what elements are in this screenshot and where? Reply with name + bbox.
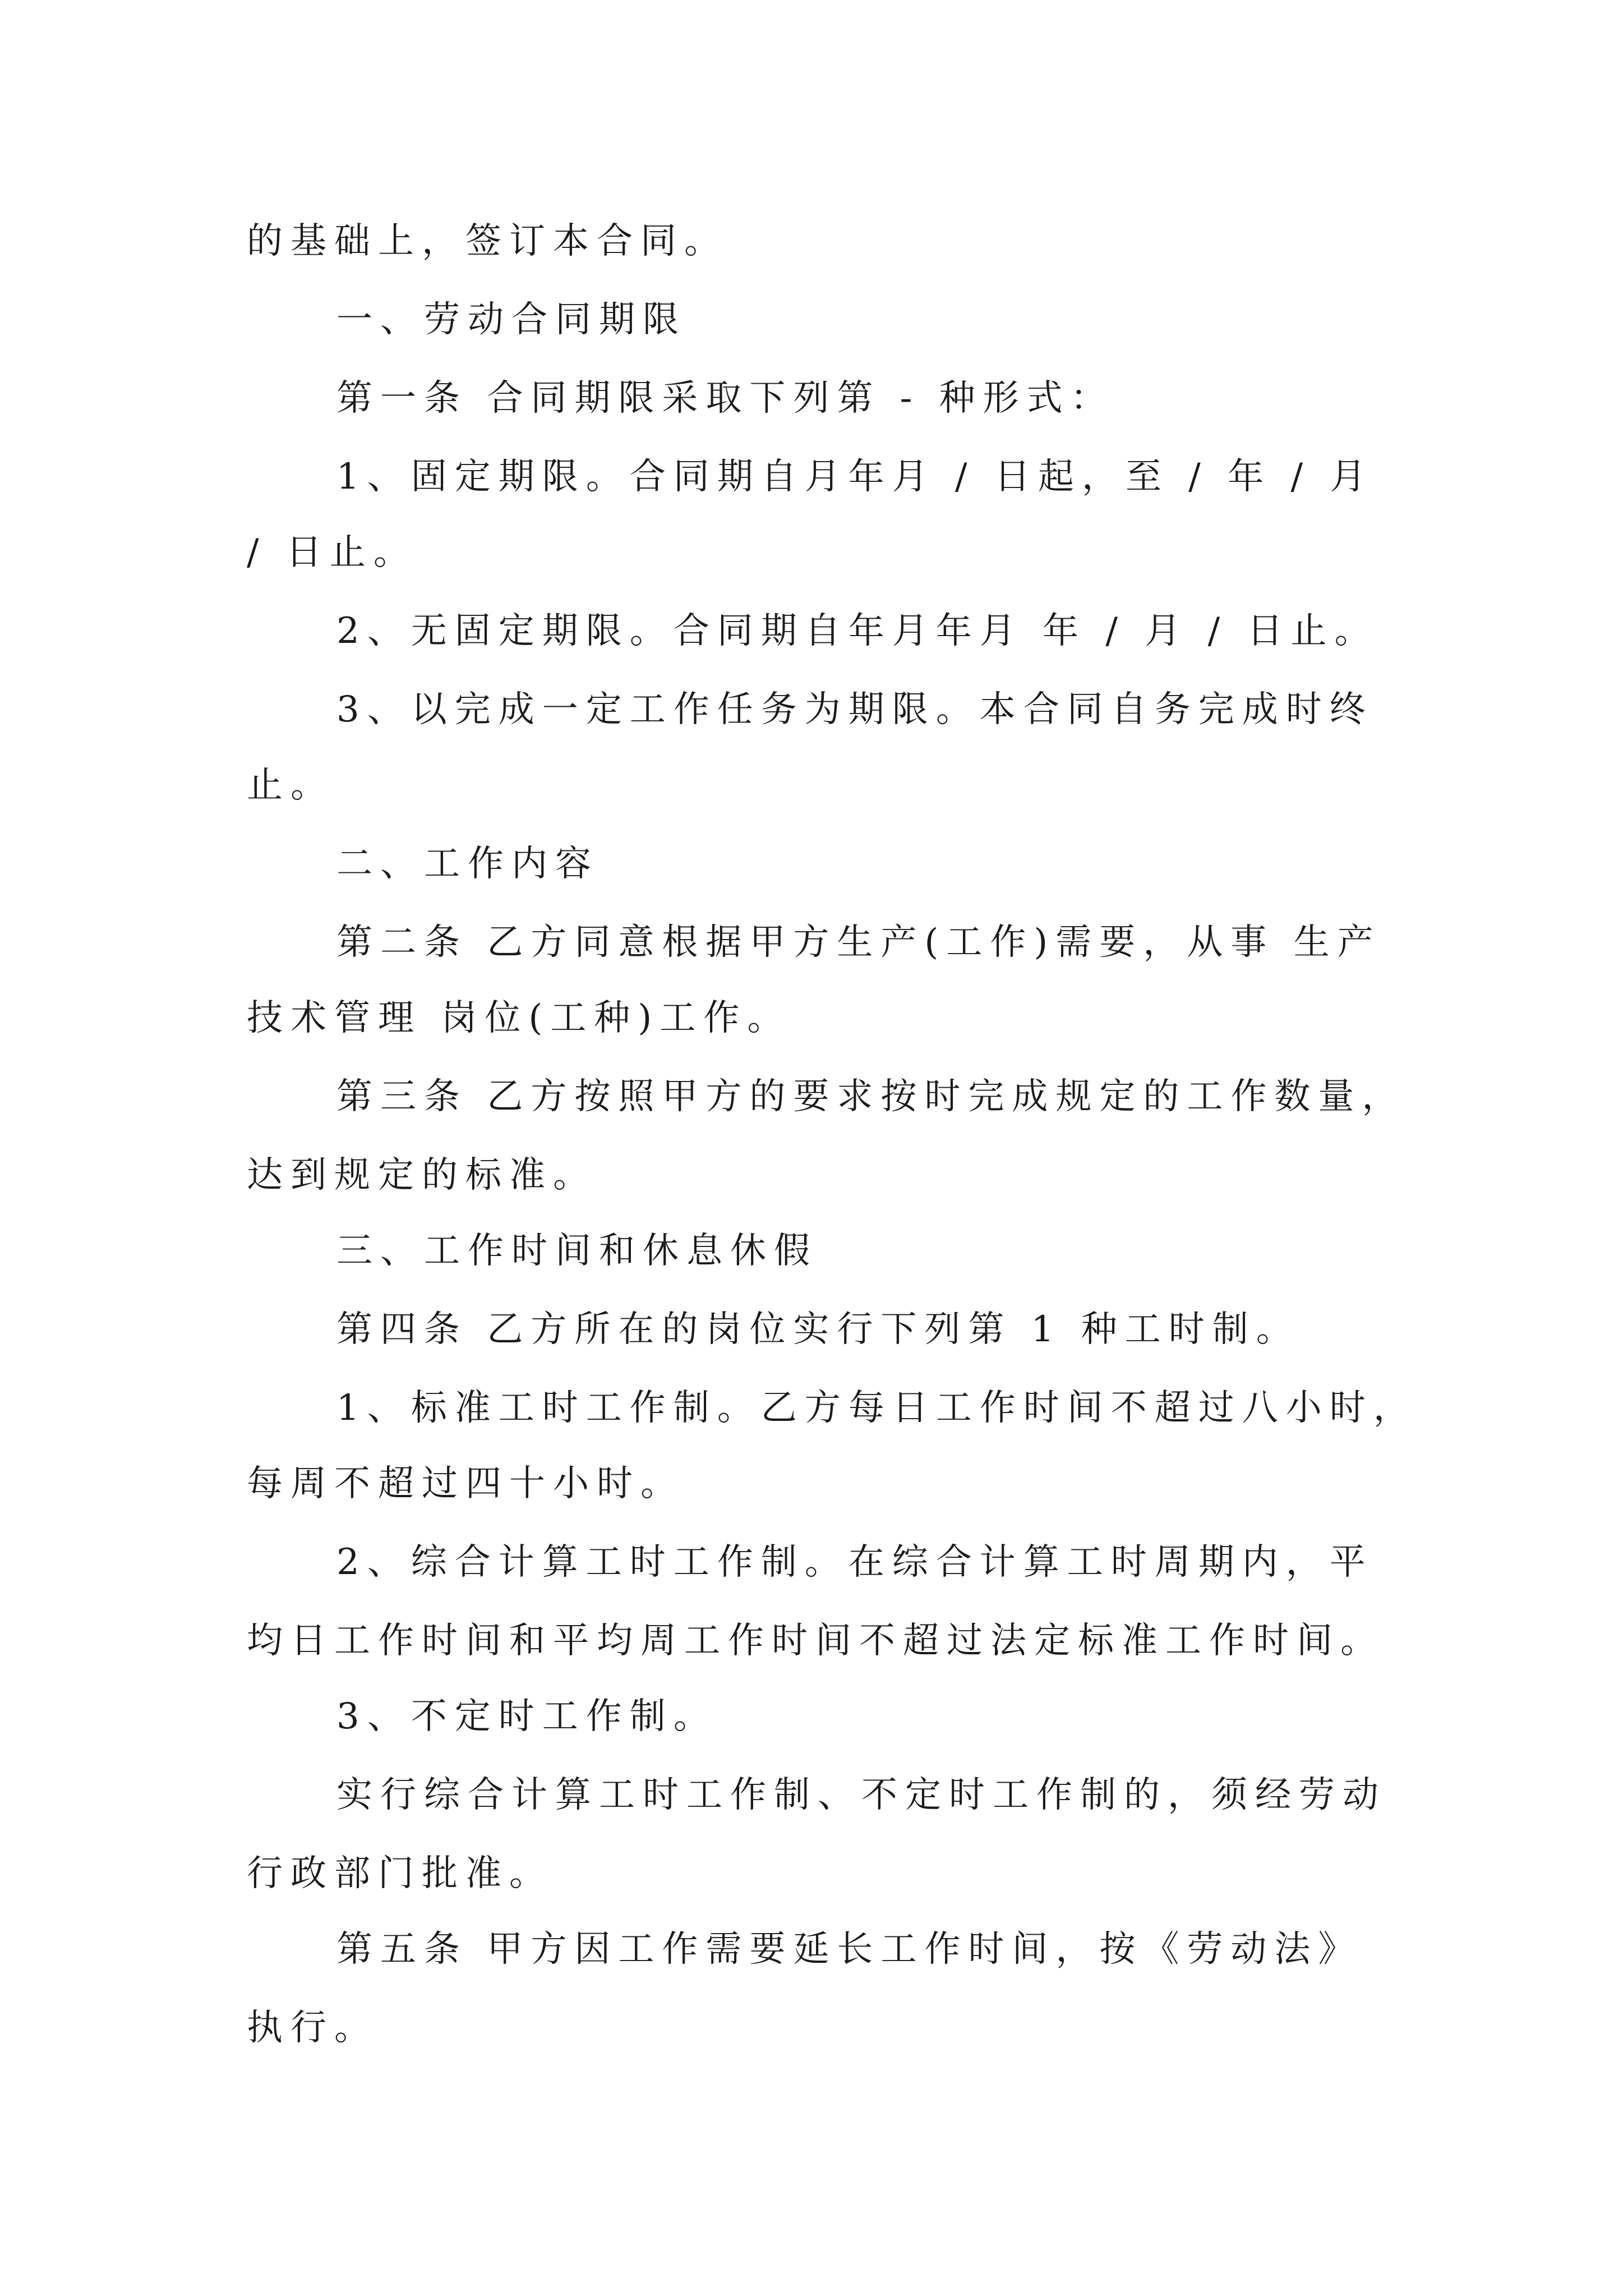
paragraph-line: 均日工作时间和平均周工作时间不超过法定标准工作时间。 <box>247 1620 1384 1662</box>
section-heading: 一、劳动合同期限 <box>336 299 686 341</box>
paragraph-line: 技术管理 岗位(工种)工作。 <box>247 997 791 1039</box>
paragraph-line: 实行综合计算工时工作制、不定时工作制的，须经劳动 <box>336 1774 1386 1816</box>
paragraph-line: 1、标准工时工作制。乙方每日工作时间不超过八小时， <box>336 1387 1417 1429</box>
paragraph-line: 行政部门批准。 <box>247 1853 553 1894</box>
paragraph-line: 第五条 甲方因工作需要延长工作时间，按《劳动法》 <box>336 1929 1362 1970</box>
paragraph-line: 第二条 乙方同意根据甲方生产(工作)需要，从事 生产 <box>336 922 1381 963</box>
paragraph-line: 的基础上，签订本合同。 <box>247 220 728 262</box>
paragraph-line: 执行。 <box>247 2007 378 2049</box>
section-heading: 二、工作内容 <box>336 843 599 885</box>
paragraph-line: 止。 <box>247 765 334 806</box>
paragraph-line: 3、以完成一定工作任务为期限。本合同自务完成时终 <box>336 689 1373 730</box>
paragraph-line: 第三条 乙方按照甲方的要求按时完成规定的工作数量， <box>336 1076 1406 1117</box>
paragraph-line: 2、无固定期限。合同期自年月年月 年 / 月 / 日止。 <box>336 610 1378 652</box>
paragraph-line: 3、不定时工作制。 <box>336 1696 717 1737</box>
paragraph-line: 第四条 乙方所在的岗位实行下列第 1 种工时制。 <box>336 1309 1300 1350</box>
paragraph-line: 1、固定期限。合同期自月年月 / 日起，至 / 年 / 月 <box>336 456 1374 498</box>
paragraph-line: 达到规定的标准。 <box>247 1154 597 1196</box>
paragraph-line: 第一条 合同期限采取下列第 - 种形式： <box>336 378 1114 419</box>
section-heading: 三、工作时间和休息休假 <box>336 1230 818 1272</box>
paragraph-line: / 日止。 <box>247 532 417 573</box>
paragraph-line: 2、综合计算工时工作制。在综合计算工时周期内，平 <box>336 1542 1373 1583</box>
paragraph-line: 每周不超过四十小时。 <box>247 1463 684 1504</box>
